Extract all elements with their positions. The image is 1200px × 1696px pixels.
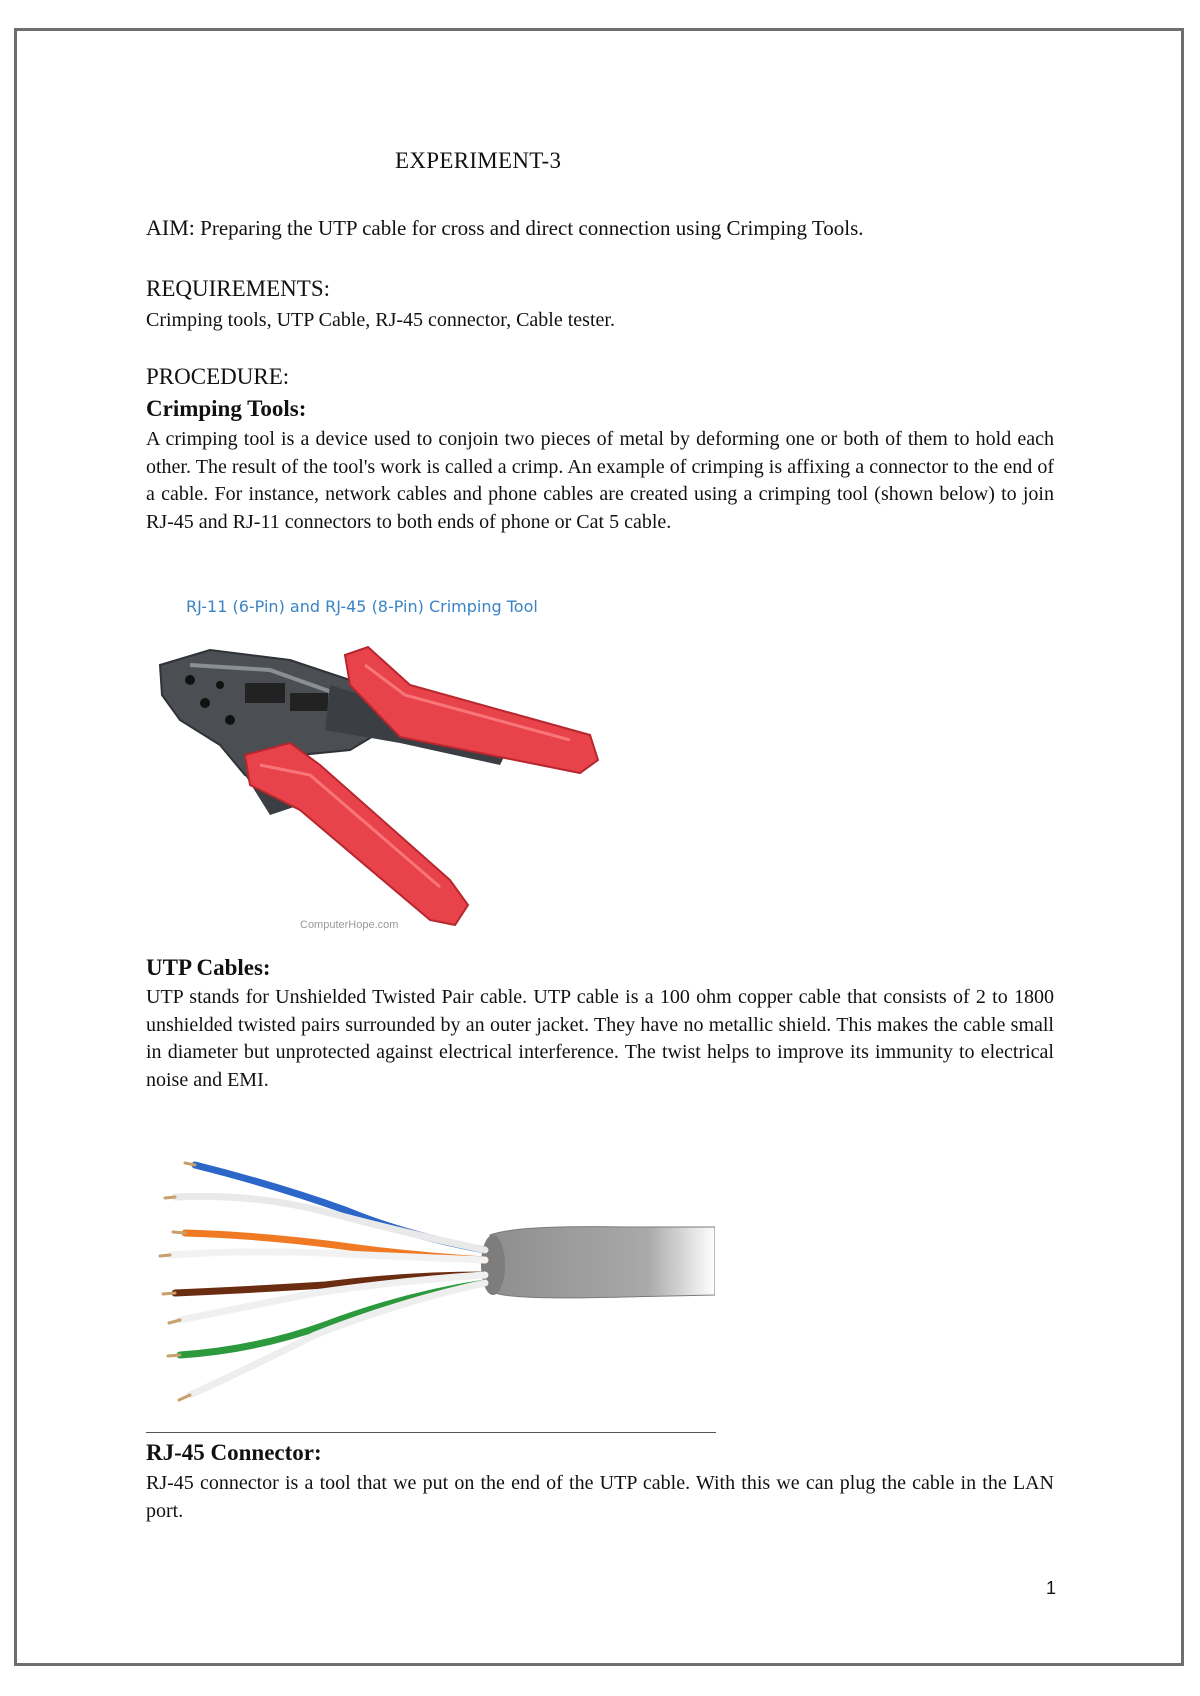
rj45-connector-paragraph: RJ-45 connector is a tool that we put on the end of the UTP cable. With this we can plug the cable in the LAN port.	[146, 1472, 1054, 1522]
requirements-heading: REQUIREMENTS:	[146, 276, 330, 301]
figure-watermark: ComputerHope.com	[300, 919, 399, 931]
page-number: 1	[1046, 1578, 1057, 1598]
crimping-tool-image	[150, 625, 620, 945]
utp-cable-image	[155, 1115, 715, 1415]
divider-line	[146, 1432, 716, 1433]
requirements-text: Crimping tools, UTP Cable, RJ-45 connector, Cable tester.	[146, 309, 615, 331]
rj45-connector-heading: RJ-45 Connector:	[146, 1440, 322, 1465]
procedure-heading: PROCEDURE:	[146, 364, 290, 389]
utp-cables-paragraph: UTP stands for Unshielded Twisted Pair cable. UTP cable is a 100 ohm copper cable that consists of 2 to 1800 unshielded twisted pairs surrounded by an outer jacket. They have no metallic shield. This makes the cable small in diameter but unprotected against electrical interference. The twist helps to improve its immunity to electrical noise and EMI.	[146, 986, 1054, 1091]
aim-text: Preparing the UTP cable for cross and direct connection using Crimping Tools.	[194, 216, 864, 240]
page-title: EXPERIMENT-3	[395, 148, 562, 173]
crimping-tools-heading: Crimping Tools:	[146, 396, 307, 421]
crimping-tool-caption: RJ-11 (6-Pin) and RJ-45 (8-Pin) Crimping Tool	[186, 597, 538, 616]
crimping-tools-paragraph: A crimping tool is a device used to conjoin two pieces of metal by deforming one or both of them to hold each other. The result of the tool's work is called a crimp. An example of crimping is affixing a connector to the end of a cable. For instance, network cables and phone cables are created using a crimping tool (shown below) to join RJ-45 and RJ-11 connectors to both ends of phone or Cat 5 cable.	[146, 428, 1054, 533]
aim-line	[146, 215, 864, 241]
utp-cables-heading: UTP Cables:	[146, 955, 271, 980]
aim-label: AIM:	[146, 215, 195, 240]
